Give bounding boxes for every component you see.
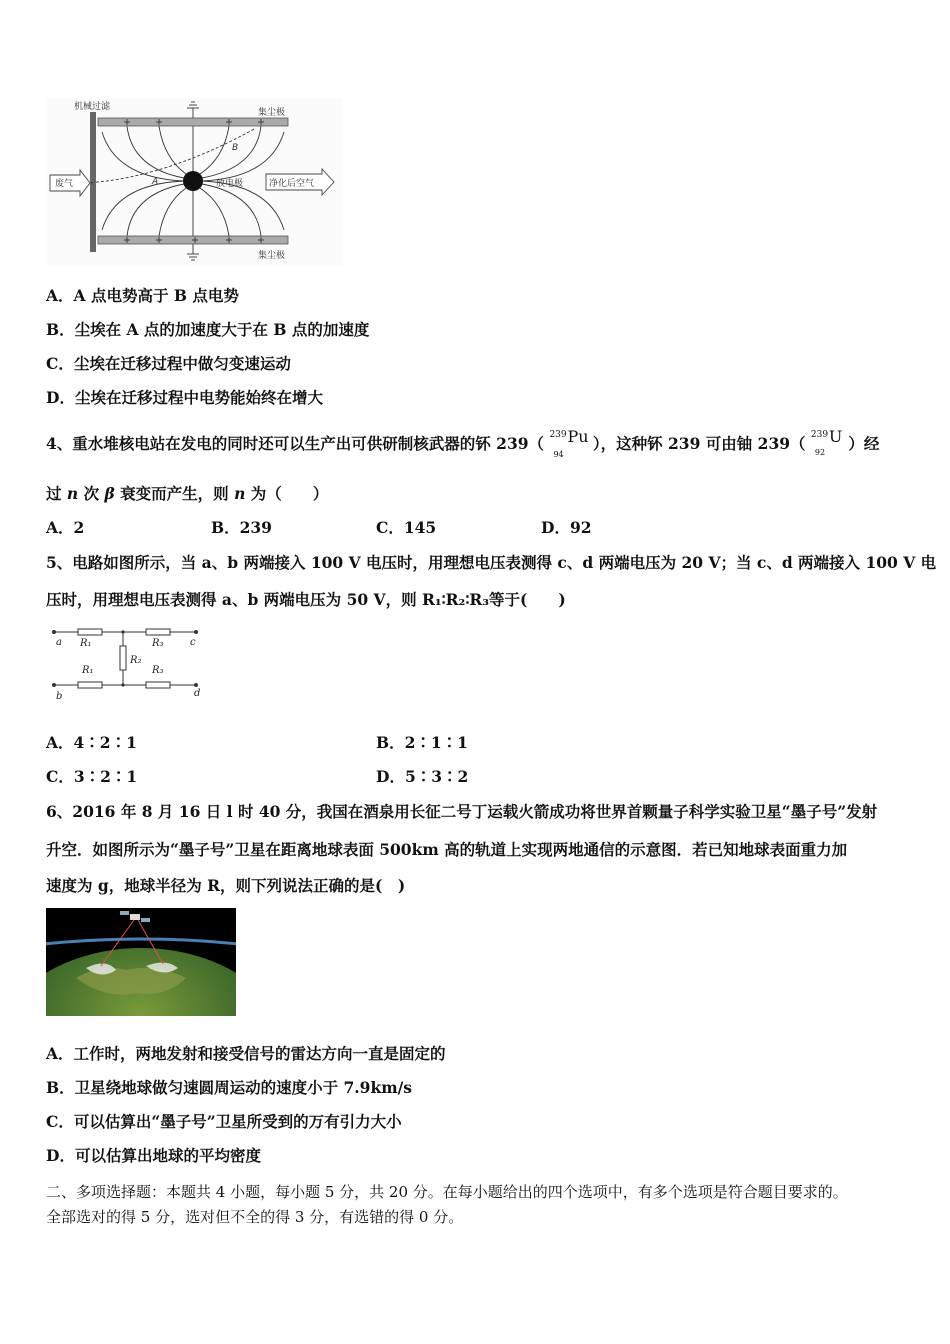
- collector-top-label: 集尘极: [258, 108, 286, 118]
- q5-stem-line2: 压时，用理想电压表测得 a、b 两端电压为 50 V，则 R₁∶R₂∶R₃等于( ): [46, 590, 566, 609]
- terminal-b: b: [56, 691, 63, 702]
- q4-l2c: 衰变而产生，则: [114, 484, 235, 503]
- label-r1-top: R₁: [80, 638, 92, 649]
- point-b-label: B: [232, 143, 239, 153]
- pu-nuclide: [549, 427, 589, 459]
- section2-instructions-line1: 二、多项选择题：本题共 4 小题，每小题 5 分，共 20 分。在每小题给出的四个选项中，有多个选项是符合题目要求的。: [46, 1183, 848, 1201]
- q3-option-b[interactable]: B．尘埃在 A 点的加速度大于在 B 点的加速度: [46, 320, 370, 339]
- collector-bottom-label: 集尘极: [258, 251, 286, 261]
- q4-option-a[interactable]: A．2: [46, 518, 85, 537]
- q4-stem-line1: [46, 427, 880, 459]
- q4-l2a: 过: [46, 484, 67, 503]
- q6-option-d[interactable]: D．可以估算出地球的平均密度: [46, 1146, 261, 1165]
- section2-instructions-line2: 全部选对的得 5 分，选对但不全的得 3 分，有选错的得 0 分。: [46, 1208, 464, 1226]
- outlet-label: 净化后空气: [269, 179, 315, 189]
- q4-n2: n: [234, 484, 246, 503]
- q3-option-c[interactable]: C．尘埃在迁移过程中做匀变速运动: [46, 354, 291, 373]
- q5-option-a[interactable]: A．4∶2∶1: [46, 733, 137, 752]
- label-r3-top: R₃: [152, 638, 164, 649]
- q3-option-d[interactable]: D．尘埃在迁移过程中电势能始终在增大: [46, 388, 323, 407]
- q6-stem-line2: 升空．如图所示为“墨子号”卫星在距离地球表面 500km 高的轨道上实现两地通信的示意图．若已知地球表面重力加: [46, 840, 848, 859]
- u-nuclide: [810, 427, 843, 457]
- q4-option-d[interactable]: D．92: [541, 518, 592, 537]
- q4-l2d: 为（ ）: [245, 484, 329, 503]
- q5-option-b[interactable]: B．2∶1∶1: [376, 733, 468, 752]
- u-atomic: 92: [814, 448, 826, 457]
- q4-l2b: 次: [78, 484, 105, 503]
- q6-stem-line3: 速度为 g，地球半径为 R，则下列说法正确的是( ): [46, 876, 406, 895]
- q4-stem-line2: [46, 484, 328, 504]
- q6-option-c[interactable]: C．可以估算出“墨子号”卫星所受到的万有引力大小: [46, 1112, 402, 1131]
- q4-text-a: 4、重水堆核电站在发电的同时还可以生产出可供研制核武器的钚 239（: [46, 434, 545, 453]
- label-r2: R₂: [130, 655, 142, 666]
- inlet-label: 废气: [55, 179, 74, 189]
- q4-n1: n: [66, 484, 79, 503]
- pu-mass: 239: [549, 430, 567, 440]
- label-r3-bottom: R₃: [152, 665, 164, 676]
- q6-option-a[interactable]: A．工作时，两地发射和接受信号的雷达方向一直是固定的: [46, 1044, 446, 1063]
- q4-option-c[interactable]: C．145: [376, 518, 437, 537]
- u-symbol: U: [828, 427, 843, 446]
- terminal-d: d: [194, 688, 201, 699]
- q5-option-c[interactable]: C．3∶2∶1: [46, 767, 138, 786]
- terminal-c: c: [190, 637, 196, 648]
- q5-option-d[interactable]: D．5∶3∶2: [376, 767, 469, 786]
- q4-text-b: ），这种钚 239 可由铀 239（: [592, 434, 806, 453]
- precipitator-diagram: [46, 98, 342, 266]
- q4-option-b[interactable]: B．239: [211, 518, 272, 537]
- terminal-a: a: [56, 637, 62, 648]
- u-mass: 239: [810, 430, 829, 440]
- q5-stem-line1: 5、电路如图所示，当 a、b 两端接入 100 V 电压时，用理想电压表测得 c、d 两端电压为 20 V；当 c、d 两端接入 100 V 电: [46, 553, 937, 572]
- filter-wall: [90, 112, 96, 252]
- point-a-label: A: [152, 177, 159, 187]
- q6-stem-line1: 6、2016 年 8 月 16 日 l 时 40 分，我国在酒泉用长征二号丁运载火箭成功将世界首颗量子科学实验卫星“墨子号”发射: [46, 802, 878, 821]
- label-r1-bottom: R₁: [82, 665, 94, 676]
- discharge-label: 放电极: [216, 179, 244, 189]
- q3-option-a[interactable]: A．A 点电势高于 B 点电势: [46, 286, 239, 305]
- circuit-diagram: [46, 622, 216, 704]
- satellite-earth-image: [46, 908, 236, 1016]
- q6-option-b[interactable]: B．卫星绕地球做匀速圆周运动的速度小于 7.9km/s: [46, 1078, 412, 1097]
- pu-symbol: Pu: [567, 427, 589, 446]
- q4-beta: β: [104, 484, 115, 503]
- discharge-electrode: [183, 171, 203, 191]
- q4-text-c: ）经: [848, 434, 880, 453]
- pu-atomic: 94: [553, 450, 564, 459]
- filter-label: 机械过滤: [74, 102, 111, 112]
